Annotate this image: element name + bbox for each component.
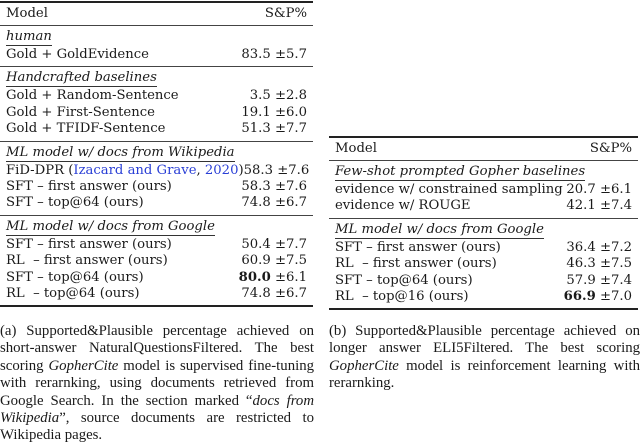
row-model: RL – top@64 (ours) (6, 285, 140, 301)
table-row (0, 88, 313, 104)
table-row (0, 237, 313, 253)
section-handcrafted-baselines (0, 67, 313, 140)
table-b (329, 136, 638, 310)
row-model: Gold + First-Sentence (6, 104, 155, 120)
row-model: evidence w/ ROUGE (335, 198, 471, 214)
row-model: RL – top@16 (ours) (335, 288, 469, 304)
row-value: 19.1 ±6.0 (241, 104, 307, 120)
table-row (329, 289, 638, 305)
section-title: human (6, 29, 52, 44)
citation-link[interactable]: Izacard and Grave (73, 162, 197, 178)
table-a (0, 1, 313, 307)
row-value: 60.9 ±7.5 (241, 253, 307, 269)
section-ml-wikipedia (0, 142, 313, 215)
table-row (0, 121, 313, 137)
row-model: SFT – top@64 (ours) (335, 272, 473, 288)
table-row (0, 253, 313, 269)
section-human (0, 26, 313, 66)
best-value: 66.9 (563, 288, 596, 304)
row-model: Gold + Random-Sentence (6, 88, 179, 104)
row-value: 46.3 ±7.5 (566, 256, 632, 272)
row-model: SFT – first answer (ours) (335, 239, 501, 255)
header-metric: S&P% (589, 141, 632, 156)
header-model: Model (335, 141, 377, 156)
bottom-rule (329, 308, 638, 310)
row-value: 58.3 ±7.6 (241, 178, 307, 194)
row-model: SFT – first answer (ours) (6, 178, 172, 194)
row-model: Gold + TFIDF-Sentence (6, 121, 166, 137)
row-model: FiD-DPR (Izacard and Grave, 2020) (6, 162, 244, 178)
row-value: 42.1 ±7.4 (566, 198, 632, 214)
row-value: 74.8 ±6.7 (241, 195, 307, 211)
row-value: 83.5 ±5.7 (241, 47, 307, 62)
row-model: evidence w/ constrained sampling (335, 182, 563, 197)
section-title: Handcrafted baselines (6, 70, 157, 86)
table-row (0, 105, 313, 121)
row-value: 51.3 ±7.7 (241, 121, 307, 137)
section-ml-google (329, 219, 638, 309)
header-metric: S&P% (264, 6, 307, 21)
row-value: 74.8 ±6.7 (241, 285, 307, 301)
section-title: ML model w/ docs from Wikipedia (6, 144, 235, 160)
table-header (0, 3, 313, 25)
row-value: 3.5 ±2.8 (249, 88, 307, 104)
table-row (0, 163, 313, 179)
row-model: SFT – top@64 (ours) (6, 269, 144, 285)
row-model: RL – first answer (ours) (335, 256, 497, 272)
row-model: SFT – top@64 (ours) (6, 195, 144, 211)
table-row (329, 240, 638, 256)
row-value: 50.4 ±7.7 (241, 236, 307, 252)
table-row (0, 195, 313, 211)
row-model: Gold + GoldEvidence (6, 47, 149, 62)
table-header (329, 138, 638, 160)
best-value: 80.0 (238, 269, 271, 285)
table-row (329, 182, 638, 198)
section-title: ML model w/ docs from Google (335, 221, 544, 237)
table-row (0, 179, 313, 195)
citation-year-link[interactable]: 2020 (204, 162, 239, 178)
row-value: 57.9 ±7.4 (566, 272, 632, 288)
table-row (0, 270, 313, 286)
caption-b: (b) Supported&Plausible percentage achieved on longer answer ELI5Filtered. The best scoring GopherCite model is reinforcement learning with rerarnking. (329, 323, 640, 392)
table-row (329, 198, 638, 214)
bottom-rule (0, 305, 313, 307)
row-model: RL – first answer (ours) (6, 253, 168, 269)
row-value: 36.4 ±7.2 (566, 239, 632, 255)
row-model: SFT – first answer (ours) (6, 236, 172, 252)
table-row (0, 286, 313, 302)
table-row (329, 273, 638, 289)
caption-a: (a) Supported&Plausible percentage achieved on short-answer NaturalQuestionsFiltered. The best scoring GopherCite model is supervised fine-tuning with rerarnking, using documents retrieved from Google Search. In the section marked “docs from Wikipedia”, source documents are restricted to Wikipedia pages. (0, 323, 314, 444)
row-value: 80.0 ±6.1 (238, 269, 307, 285)
section-title: Few-shot prompted Gopher baselines (335, 164, 586, 179)
row-value: 66.9 ±7.0 (563, 288, 632, 304)
section-title: ML model w/ docs from Google (6, 218, 215, 234)
row-value: 58.3 ±7.6 (243, 162, 310, 178)
header-model: Model (6, 6, 48, 21)
section-few-shot-baselines (329, 161, 638, 218)
table-row (329, 256, 638, 272)
section-ml-google (0, 216, 313, 306)
table-row (0, 47, 313, 63)
row-value: 20.7 ±6.1 (566, 182, 632, 197)
